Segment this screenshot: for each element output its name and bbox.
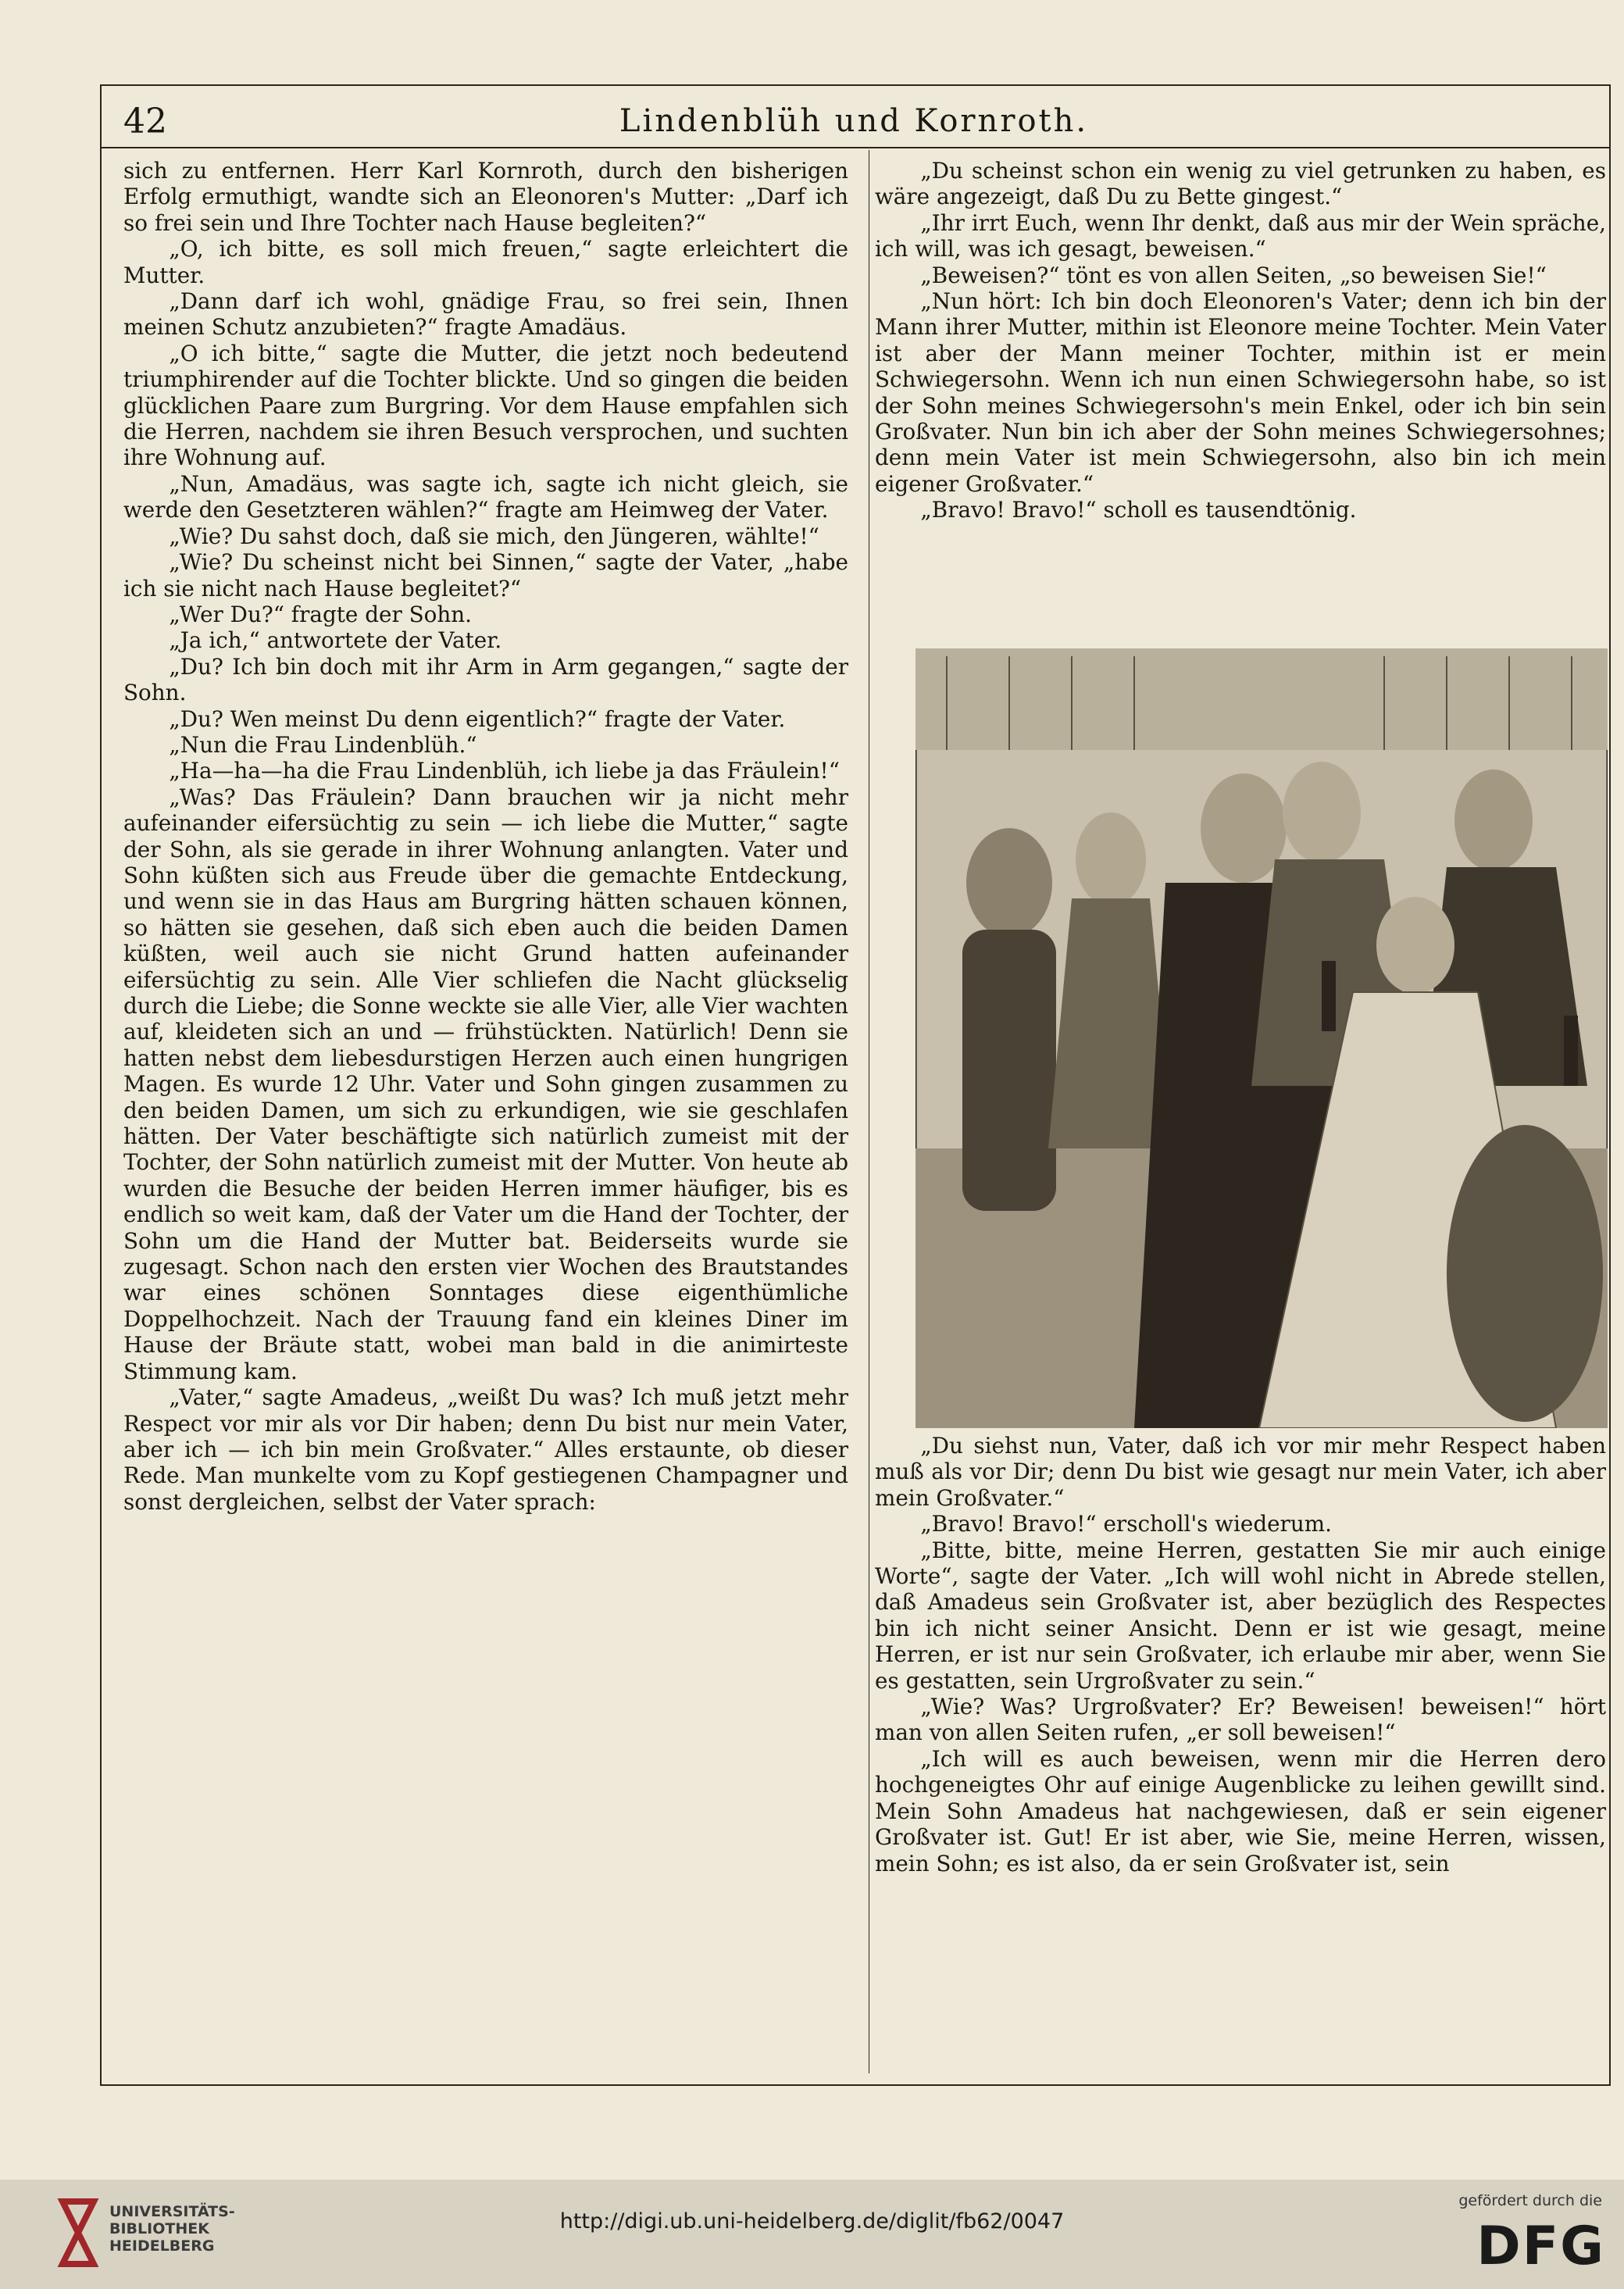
paragraph: „Beweisen?“ tönt es von allen Seiten, „so beweisen Sie!“ [920, 262, 1547, 288]
paragraph: „Bravo! Bravo!“ erscholl's wiederum. [920, 1511, 1332, 1537]
paragraph: „Vater,“ sagte Amadeus, „weißt Du was? Ich muß jetzt mehr Respect vor mir als vor Dir haben; denn Du bist nur mein Vater, aber ich — ich bin mein Großvater.“ Alles erstaunte, ob dieser Rede. Man munkelte vom zu Kopf gestiegenen Champagner und sonst dergleichen, selbst der Vater sprach: [123, 1384, 848, 1515]
dfg-logo: DFG [1476, 2216, 1605, 2277]
paragraph: „O ich bitte,“ sagte die Mutter, die jetzt noch bedeutend triumphirender auf die Tochter blickte. Und so gingen die beiden glücklichen Paare zum Burgring. Vor dem Hause empfahlen sich die Herren, nachdem sie ihren Besuch versprochen, und suchten ihre Wohnung auf. [123, 340, 848, 471]
page-header [100, 94, 1608, 148]
paragraph: „Bravo! Bravo!“ scholl es tausendtönig. [920, 497, 1357, 523]
funding-label: gefördert durch die [1458, 2192, 1602, 2209]
paragraph: „Du siehst nun, Vater, daß ich vor mir mehr Respect haben muß als vor Dir; denn Du bist wie gesagt nur mein Vater, ich aber mein Großvater.“ [875, 1433, 1606, 1511]
right-column-top [875, 158, 1606, 523]
paragraph: „Wie? Du scheinst nicht bei Sinnen,“ sagte der Vater, „habe ich sie nicht nach Hause begleitet?“ [123, 549, 848, 602]
paragraph: „Du? Ich bin doch mit ihr Arm in Arm gegangen,“ sagte der Sohn. [123, 653, 848, 706]
library-name-line: BIBLIOTHEK [109, 2220, 209, 2237]
paragraph: „O, ich bitte, es soll mich freuen,“ sagte erleichtert die Mutter. [123, 236, 848, 288]
paragraph: „Nun hört: Ich bin doch Eleonoren's Vater; denn ich bin der Mann ihrer Mutter, mithin ist Eleonore meine Tochter. Mein Vater ist aber der Mann meiner Tochter, mithin ist er mein Schwiegersohn. Wenn ich nun einen Schwiegersohn habe, so ist der Sohn meines Schwiegersohn's mein Enkel, oder ich bin sein Großvater. Nun bin ich aber der Sohn meines Schwiegersohnes; denn mein Vater ist mein Schwiegersohn, also bin ich mein eigener Großvater.“ [875, 288, 1606, 497]
paragraph: „Ihr irrt Euch, wenn Ihr denkt, daß aus mir der Wein spräche, ich will, was ich gesagt, beweisen.“ [875, 209, 1606, 262]
paragraph: „Ja ich,“ antwortete der Vater. [169, 627, 502, 654]
viewer-footer [0, 2180, 1624, 2289]
permalink-url[interactable]: http://digi.ub.uni-heidelberg.de/diglit/fb62/0047 [559, 2209, 1065, 2234]
library-name-line: UNIVERSITÄTS- [109, 2203, 235, 2220]
paragraph: „Was? Das Fräulein? Dann brauchen wir ja nicht mehr aufeinander eifersüchtig zu sein — ich liebe die Mutter,“ sagte der Sohn, als sie gerade in ihrer Wohnung anlangten. Vater und Sohn küßten sich aus Freude über die gemachte Entdeckung, und wenn sie in das Haus am Burgring hätten schauen können, so hätten sie gesehen, daß sich eben auch die beiden Damen küßten, weil auch sie nicht Grund hatten aufeinander eifersüchtig zu sein. Alle Vier schliefen die Nacht glückselig durch die Liebe; die Sonne weckte sie alle Vier, alle Vier wachten auf, kleideten sich an und — frühstückten. Natürlich! Denn sie hatten nebst dem liebesdurstigen Herzen auch einen hungrigen Magen. Es wurde 12 Uhr. Vater und Sohn gingen zusammen zu den beiden Damen, um sich zu erkundigen, wie sie geschlafen hätten. Der Vater beschäftigte sich natürlich zumeist mit der Tochter, der Sohn natürlich zumeist mit der Mutter. Von heute ab wurden die Besuche der beiden Herren immer häufiger, bis es endlich so weit kam, daß der Vater um die Hand der Tochter, der Sohn um die Hand der Mutter bat. Beiderseits wurde sie zugesagt. Schon nach den ersten vier Wochen des Brautstandes war eines schönen Sonntages diese eigenthümliche Doppelhochzeit. Nach der Trauung fand ein kleines Diner im Hause der Bräute statt, wobei man bald in die animirteste Stimmung kam. [123, 784, 848, 1384]
paragraph: „Bitte, bitte, meine Herren, gestatten Sie mir auch einige Worte“, sagte der Vater. „Ich will wohl nicht in Abrede stellen, daß Amadeus sein Großvater ist, aber bezüglich des Respectes bin ich nicht seiner Ansicht. Denn er ist wie gesagt, meine Herren, er ist nur sein Großvater, ich erlaube mir aber, wenn Sie es gestatten, sein Urgroßvater zu sein.“ [875, 1537, 1606, 1694]
paragraph: sich zu entfernen. Herr Karl Kornroth, durch den bisherigen Erfolg ermuthigt, wandte sich an Eleonoren's Mutter: „Darf ich so frei sein und Ihre Tochter nach Hause begleiten?“ [123, 158, 848, 236]
paragraph: „Wie? Was? Urgroßvater? Er? Beweisen! beweisen!“ hört man von allen Seiten rufen, „er soll beweisen!“ [875, 1694, 1606, 1746]
library-name-line: HEIDELBERG [109, 2237, 215, 2255]
paragraph: „Dann darf ich wohl, gnädige Frau, so frei sein, Ihnen meinen Schutz anzubieten?“ fragte Amadäus. [123, 288, 848, 341]
paragraph: „Du? Wen meinst Du denn eigentlich?“ fragte der Vater. [169, 705, 786, 732]
right-column-bottom [875, 1433, 1606, 1877]
paragraph: „Wer Du?“ fragte der Sohn. [169, 601, 472, 627]
header-rule [100, 147, 1609, 148]
page-number: 42 [123, 102, 167, 141]
paragraph: „Nun, Amadäus, was sagte ich, sagte ich nicht gleich, sie werde den Gesetzteren wählen?“ fragte am Heimweg der Vater. [123, 470, 848, 523]
left-column [123, 158, 848, 1515]
paragraph: „Du scheinst schon ein wenig zu viel getrunken zu haben, es wäre angezeigt, daß Du zu Bette gingest.“ [875, 158, 1606, 210]
paragraph: „Ha—ha—ha die Frau Lindenblüh, ich liebe ja das Fräulein!“ [169, 758, 840, 784]
paragraph: „Wie? Du sahst doch, daß sie mich, den Jüngeren, wählte!“ [169, 523, 819, 549]
running-title: Lindenblüh und Kornroth. [619, 103, 1089, 139]
paragraph: „Ich will es auch beweisen, wenn mir die Herren dero hochgeneigtes Ohr auf einige Augenblicke zu leihen gewillt sind. Mein Sohn Amadeus hat nachgewiesen, daß er sein eigener Großvater ist. Gut! Er ist aber, wie Sie, meine Herren, wissen, mein Sohn; es ist also, da er sein Großvater ist, sein [875, 1745, 1606, 1877]
engraving-illustration [916, 648, 1608, 1428]
paragraph: „Nun die Frau Lindenblüh.“ [169, 731, 477, 758]
